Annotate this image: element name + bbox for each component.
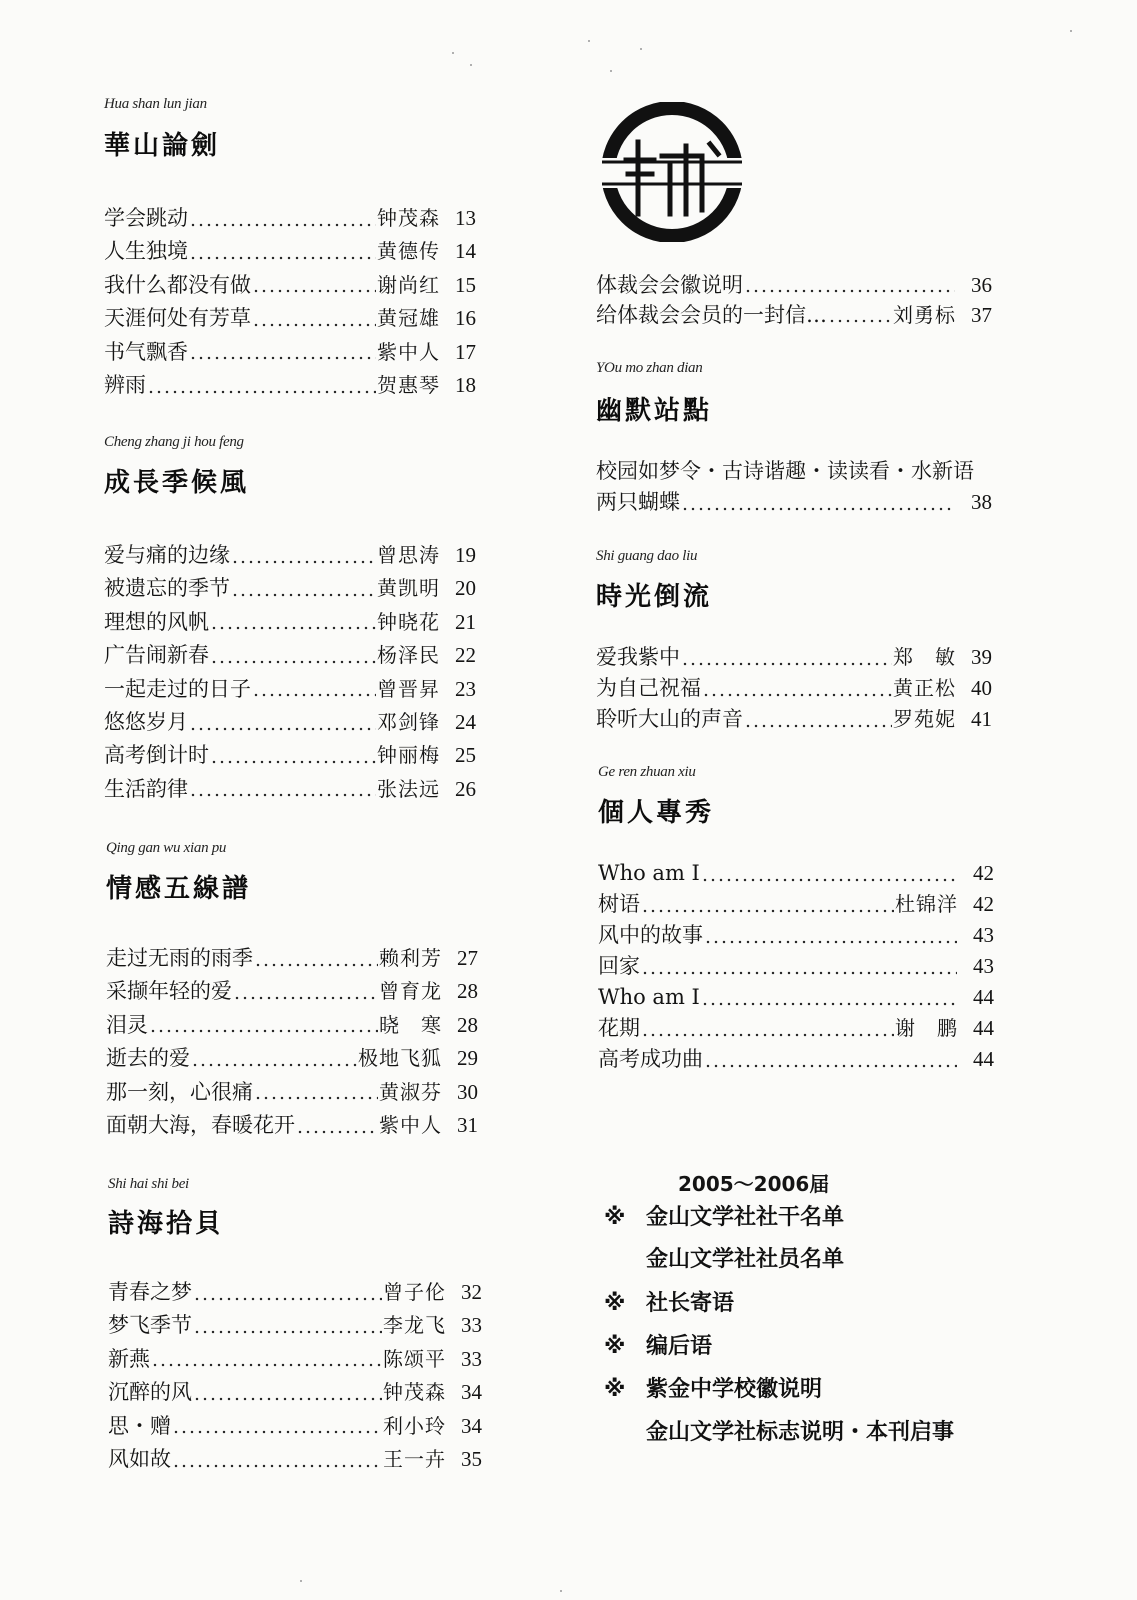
scan-speck [610,70,612,72]
toc-entry [106,975,478,1008]
toc-entry [108,1410,482,1443]
entry-title: Who am I [598,985,700,1009]
entry-author: 钟茂森 [377,206,440,230]
entry-page: 39 [971,645,992,669]
appendix-item [604,1329,712,1360]
section-title: 個人專秀 [598,798,715,828]
entry-title: 沉醉的风 [108,1380,192,1405]
toc-entry [104,269,476,302]
leader-dots [681,648,892,668]
section-line: 校园如梦令・古诗谐趣・读读看・水新语 [596,459,974,483]
entry-author: 刘勇标 [893,303,956,327]
entry-author: 曾晋昇 [377,676,440,701]
reference-mark-icon: ※ [604,1205,626,1230]
toc-entry [598,951,994,982]
toc-entry [596,270,992,300]
entry-title: 聆听大山的声音 [596,707,743,731]
scan-speck [588,40,590,42]
leader-dots [252,309,376,329]
leader-dots [191,1049,357,1069]
entry-page: 26 [455,776,476,801]
toc-entry [104,673,476,706]
appendix-item [604,1372,822,1403]
entry-page: 25 [455,743,476,768]
section-title: 詩海拾貝 [108,1209,225,1239]
entry-page: 28 [457,979,478,1004]
toc-entry [104,539,476,572]
toc-entry [104,202,476,235]
entry-title: Who am I [598,861,700,885]
leader-dots [231,579,376,599]
entry-title: 广告闹新春 [104,643,209,668]
appendix-text: 金山文学社社员名单 [646,1247,845,1272]
entry-page: 29 [457,1046,478,1071]
entry-title: 人生独境 [104,239,188,264]
entry-page: 40 [971,676,992,700]
toc-entry [596,642,992,673]
leader-dots [702,679,892,699]
toc-entry [106,1109,478,1142]
appendix-text: 金山文学社社干名单 [646,1205,845,1230]
entry-page: 19 [455,543,476,567]
toc-entry [598,982,994,1013]
entry-page: 27 [457,946,478,970]
appendix-item [604,1415,954,1446]
section-entries [106,942,478,1142]
entry-author: 紫中人 [377,339,440,364]
leader-dots [744,275,955,295]
entry-page: 18 [455,372,476,397]
toc-entry [108,1343,482,1376]
intro-entries [596,270,992,330]
toc-entry [596,673,992,704]
leader-dots [193,1383,382,1403]
entry-page: 43 [973,923,994,947]
toc-entry [106,942,478,975]
entry-page: 21 [455,609,476,634]
entry-page: 34 [461,1413,482,1438]
leader-dots [744,710,892,730]
leader-dots [296,1116,378,1136]
entry-page: 36 [971,273,992,297]
entry-author: 黄正松 [893,676,956,700]
toc-entry [596,487,992,518]
entry-page: 33 [461,1346,482,1371]
entry-page: 34 [461,1380,482,1405]
leader-dots [231,546,376,566]
toc-entry [108,1276,482,1309]
entry-page: 28 [457,1012,478,1037]
entry-title: 两只蝴蝶 [596,490,680,514]
toc-entry [598,858,994,889]
entry-title: 风中的故事 [598,923,703,947]
entry-title: 花期 [598,1016,640,1040]
section-pinyin: Hua shan lun jian [104,96,207,112]
reference-mark-icon: ※ [604,1291,626,1316]
entry-author: 黄凯明 [377,576,440,601]
entry-title: 回家 [598,954,640,978]
leader-dots [210,612,376,632]
club-logo-icon [602,102,742,242]
leader-dots [641,895,894,915]
entry-author: 罗苑妮 [893,707,956,731]
entry-author: 曾思涛 [377,543,440,567]
section-entries [108,1276,482,1476]
scan-speck [560,1590,562,1592]
leader-dots [701,988,957,1008]
toc-entry [104,369,476,402]
leader-dots [193,1316,382,1336]
entry-title: 我什么都没有做 [104,272,251,297]
entry-author: 黄冠雄 [377,306,440,331]
section-entries [598,858,994,1075]
entry-author: 钟丽梅 [377,743,440,768]
entry-author: 杜锦洋 [895,892,958,916]
entry-page: 15 [455,272,476,297]
section-pinyin: Shi guang dao liu [596,548,698,564]
toc-entry [596,704,992,735]
leader-dots [254,949,378,969]
entry-page: 41 [971,707,992,731]
leader-dots [172,1450,382,1470]
toc-entry [108,1443,482,1476]
entry-page: 44 [973,1016,994,1040]
entry-author: 谢尚红 [377,272,440,297]
scan-speck [1070,30,1072,32]
section-entries [104,202,476,402]
entry-title: 天涯何处有芳草 [104,306,251,331]
entry-author: 郑 敏 [893,645,956,669]
appendix-text: 社长寄语 [646,1291,735,1316]
entry-title: 一起走过的日子 [104,676,251,701]
toc-entry [108,1309,482,1342]
entry-author: 钟晓花 [377,609,440,634]
toc-entry [598,1044,994,1075]
entry-page: 30 [457,1079,478,1104]
entry-title: 逝去的爱 [106,1046,190,1071]
entry-page: 17 [455,339,476,364]
leader-dots [681,493,955,513]
entry-page: 20 [455,576,476,601]
section-title: 華山論劍 [104,131,221,161]
entry-title: 梦飞季节 [108,1313,192,1338]
appendix-text: 编后语 [646,1334,713,1359]
scan-speck [640,48,642,50]
entry-title: 风如故 [108,1446,171,1471]
toc-entry [104,235,476,268]
entry-author: 曾育龙 [379,979,442,1004]
section-pinyin: Ge ren zhuan xiu [598,764,696,780]
toc-entry [598,1013,994,1044]
edition-label: 2005～2006届 [678,1172,830,1196]
entry-title: 理想的风帆 [104,609,209,634]
leader-dots [641,957,957,977]
entry-page: 32 [461,1280,482,1304]
entry-title: 爱我紫中 [596,645,680,669]
toc-entry [106,1076,478,1109]
entry-title: 思・赠 [108,1413,171,1438]
leader-dots [172,1416,382,1436]
toc-entry [104,706,476,739]
entry-author: 晓 寒 [379,1012,442,1037]
entry-page: 44 [973,1047,994,1071]
section-pinyin: Shi hai shi bei [108,1176,189,1192]
toc-entry [104,606,476,639]
entry-title: 爱与痛的边缘 [104,543,230,567]
toc-entry [106,1042,478,1075]
entry-page: 14 [455,239,476,264]
appendix-item [604,1200,844,1231]
leader-dots [149,1015,378,1035]
scan-speck [452,52,454,54]
toc-entry [104,302,476,335]
leader-dots [254,1082,378,1102]
section-entries [596,642,992,735]
entry-author: 钟茂森 [383,1380,446,1405]
leader-dots [147,376,376,396]
leader-dots [189,242,376,262]
entry-page: 42 [973,861,994,885]
toc-entry [108,1376,482,1409]
toc-entry [106,1009,478,1042]
entry-title: 书气飘香 [104,339,188,364]
reference-mark-icon: ※ [604,1377,626,1402]
section-title: 幽默站點 [596,396,713,426]
entry-title: 采撷年轻的爱 [106,979,232,1004]
leader-dots [252,679,376,699]
entry-author: 谢 鹏 [895,1016,958,1040]
leader-dots [151,1349,382,1369]
leader-dots [193,1283,382,1303]
leader-dots [701,864,957,884]
entry-page: 16 [455,306,476,331]
entry-title: 走过无雨的雨季 [106,946,253,970]
entry-author: 张法远 [377,776,440,801]
entry-page: 35 [461,1446,482,1471]
scan-speck [470,64,472,66]
leader-dots [189,779,376,799]
entry-title: 体裁会会徽说明 [596,273,743,297]
leader-dots [704,1050,957,1070]
leader-dots [210,746,376,766]
entry-page: 43 [973,954,994,978]
leader-dots [189,209,376,229]
entry-page: 13 [455,206,476,230]
toc-entry [104,336,476,369]
entry-title: 辨雨 [104,372,146,397]
entry-author: 杨泽民 [377,643,440,668]
leader-dots [828,305,892,325]
entry-title: 高考成功曲 [598,1047,703,1071]
section-entries [596,456,992,518]
entry-title: 为自己祝福 [596,676,701,700]
leader-dots [189,713,376,733]
entry-title: 生活韵律 [104,776,188,801]
entry-title: 泪灵 [106,1012,148,1037]
appendix-text: 金山文学社标志说明・本刊启事 [646,1420,955,1445]
section-title: 時光倒流 [596,582,713,612]
toc-entry [104,572,476,605]
entry-title: 学会跳动 [104,206,188,230]
section-entries [104,539,476,806]
entry-author: 陈颂平 [383,1346,446,1371]
entry-page: 23 [455,676,476,701]
leader-dots [189,342,376,362]
entry-author: 李龙飞 [383,1313,446,1338]
section-title: 成長季候風 [104,468,250,498]
toc-entry [104,739,476,772]
appendix-item [604,1286,734,1317]
section-pinyin: YOu mo zhan dian [596,360,703,376]
entry-author: 利小玲 [383,1413,446,1438]
entry-title: 给体裁会会员的一封信… [596,303,827,327]
entry-title: 青春之梦 [108,1280,192,1304]
entry-page: 24 [455,709,476,734]
entry-author: 紫中人 [379,1112,442,1137]
entry-author: 黄淑芬 [379,1079,442,1104]
reference-mark-icon: ※ [604,1334,626,1359]
entry-page: 44 [973,985,994,1009]
leader-dots [704,926,957,946]
entry-author: 曾子伦 [383,1280,446,1304]
toc-entry [104,773,476,806]
appendix-text: 紫金中学校徽说明 [646,1377,823,1402]
entry-author: 极地飞狐 [358,1046,442,1071]
toc-entry [598,889,994,920]
scan-speck [300,1580,302,1582]
leader-dots [641,1019,894,1039]
entry-page: 38 [971,490,992,514]
entry-title: 树语 [598,892,640,916]
entry-title: 被遗忘的季节 [104,576,230,601]
entry-title: 高考倒计时 [104,743,209,768]
section-pinyin: Cheng zhang ji hou feng [104,434,244,450]
toc-entry [596,300,992,330]
entry-page: 22 [455,643,476,668]
entry-page: 37 [971,303,992,327]
entry-title: 面朝大海，春暖花开 [106,1112,295,1137]
toc-entry [104,639,476,672]
entry-author: 黄德传 [377,239,440,264]
entry-author: 王一卉 [383,1446,446,1471]
entry-title: 那一刻，心很痛 [106,1079,253,1104]
leader-dots [233,982,378,1002]
toc-entry [598,920,994,951]
leader-dots [210,646,376,666]
section-pinyin: Qing gan wu xian pu [106,840,227,856]
entry-page: 33 [461,1313,482,1338]
section-title: 情感五線譜 [106,874,252,904]
entry-page: 31 [457,1112,478,1137]
appendix-item [604,1242,844,1273]
entry-title: 新燕 [108,1346,150,1371]
entry-page: 42 [973,892,994,916]
leader-dots [252,275,376,295]
entry-author: 贺惠琴 [377,372,440,397]
entry-title: 悠悠岁月 [104,709,188,734]
entry-author: 赖利芳 [379,946,442,970]
entry-author: 邓剑锋 [377,709,440,734]
